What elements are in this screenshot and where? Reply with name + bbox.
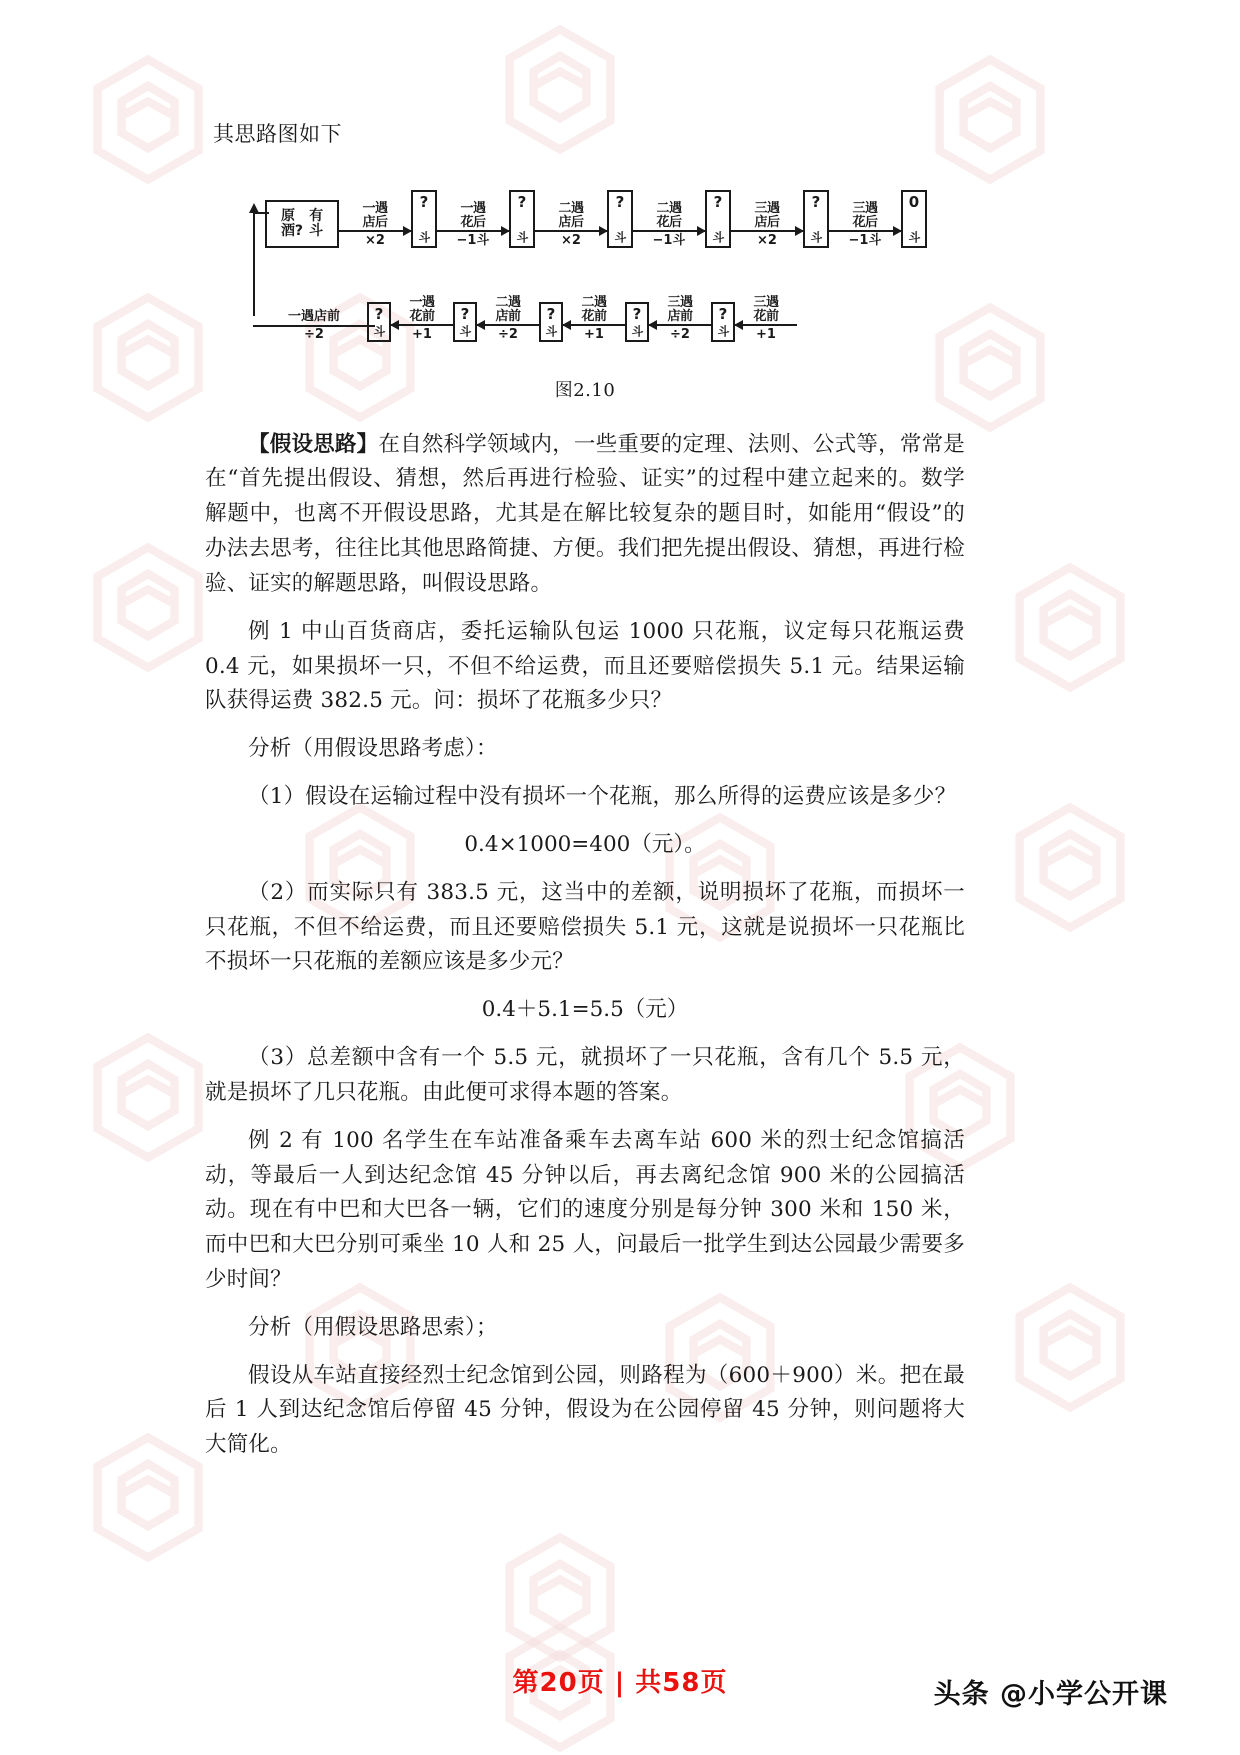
- arrow-label-line2: 花前: [409, 308, 435, 324]
- arrow-label-op: ÷2: [670, 326, 690, 342]
- start-node-line2-left: 酒?: [280, 222, 304, 239]
- arrow-label-op: ×2: [757, 232, 777, 248]
- figure-caption: 图2.10: [554, 379, 616, 401]
- zero-label: 0: [908, 192, 920, 211]
- idea-body: 在自然科学领域内，一些重要的定理、法则、公式等，常常是在“首先提出假设、猜想，然后再进行检验、证实”的过程中建立起来的。数学解题中，也离不开假设思路，尤其是在解比较复杂的题目时，如能用“假设”的办法去思考，往往比其他思路简捷、方便。我们把先提出假设、猜想，再进行检验、证实的解题思路，叫假设思路。: [205, 431, 966, 596]
- lead-line: 其思路图如下: [213, 122, 342, 146]
- unit-label: 斗: [630, 324, 644, 337]
- arrow-label-line1: 一遇: [362, 201, 388, 217]
- question-mark-label: ?: [419, 192, 429, 211]
- start-node-line1-right: 有: [309, 207, 324, 224]
- arrow-label-line1: 二遇: [495, 295, 521, 311]
- arrow-label-op: ×2: [561, 232, 581, 248]
- flow-arrow-top-6: [829, 186, 901, 248]
- arrow-label-op: ×2: [365, 232, 385, 248]
- unit-label: 斗: [417, 230, 431, 243]
- equation-1: 0.4×1000=400（元）。: [464, 831, 706, 857]
- arrow-label-line2: 店前: [495, 308, 521, 324]
- unit-label: 斗: [515, 230, 529, 243]
- arrow-label-line1: 一遇: [409, 295, 435, 311]
- question-mark-label: ?: [374, 304, 384, 323]
- flow-arrow-top-5: [731, 186, 803, 248]
- arrow-label-op: −1斗: [652, 232, 686, 248]
- flow-node-unknown: [453, 302, 477, 342]
- arrow-label-line2: 花后: [656, 214, 682, 230]
- unit-label: 斗: [716, 324, 730, 337]
- arrow-label-line2: 花后: [460, 214, 486, 230]
- arrow-label-line2: 花前: [753, 308, 779, 324]
- flow-node-unknown: [509, 190, 535, 248]
- unit-label: 斗: [809, 230, 823, 243]
- figure-2-10: [205, 168, 965, 418]
- equation-2: 0.4＋5.1=5.5（元）: [481, 997, 689, 1023]
- page-content: [205, 118, 965, 1476]
- flow-node-start: [265, 200, 339, 248]
- page-number-label: 第20页 | 共58页: [512, 1668, 728, 1698]
- flow-arrow-top-1: [339, 186, 411, 248]
- flow-node-unknown: [803, 190, 829, 248]
- unit-label: 斗: [458, 324, 472, 337]
- question-mark-label: ?: [517, 192, 527, 211]
- question-mark-label: ?: [615, 192, 625, 211]
- unit-label: 斗: [372, 324, 386, 337]
- flow-node-unknown: [539, 302, 563, 342]
- question-mark-label: ?: [713, 192, 723, 211]
- flow-node-unknown: [607, 190, 633, 248]
- flow-arrow-bottom-4: [649, 280, 711, 342]
- paragraph-idea: [205, 428, 965, 602]
- arrow-label-op: +1: [756, 326, 776, 342]
- arrow-label-line2: 店后: [362, 214, 388, 230]
- flow-node-unknown: [625, 302, 649, 342]
- arrow-label-line1: 三遇: [667, 295, 693, 311]
- flow-bottom-chain: [367, 280, 797, 342]
- flow-node-unknown: [705, 190, 731, 248]
- unit-label: 斗: [907, 230, 921, 243]
- start-node-line2-right: 斗: [309, 222, 324, 239]
- arrow-label-line1: 三遇: [753, 295, 779, 311]
- return-arrow-label: 一遇店前: [287, 309, 340, 325]
- paragraph-example-2: 例 2 有 100 名学生在车站准备乘车去离车站 600 米的烈士纪念馆搞活动，等最后一人到达纪念馆 45 分钟以后，再去离纪念馆 900 米的公园搞活动。现在有中巴和大巴各一辆，它们的速度分别是每分钟 300 米和 150 米，而中巴和大巴分别可乘坐 10 人和 25 人，问最后一批学生到达公园最少需要多少时间？: [205, 1127, 965, 1292]
- arrow-label-op: −1斗: [848, 232, 882, 248]
- paragraph-example-1: 例 1 中山百货商店，委托运输队包运 1000 只花瓶，议定每只花瓶运费 0.4 元，如果损坏一只，不但不给运费，而且还要赔偿损失 5.1 元。结果运输队获得运费 382.5 元。问：损坏了花瓶多少只？: [205, 618, 965, 714]
- paragraph-solution-2: 假设从车站直接经烈士纪念馆到公园，则路程为（600＋900）米。把在最后 1 人到达纪念馆后停留 45 分钟，假设为在公园停留 45 分钟，则问题将大大简化。: [205, 1362, 965, 1458]
- question-mark-label: ?: [546, 304, 556, 323]
- flow-arrow-bottom-1: [391, 280, 453, 342]
- unit-label: 斗: [711, 230, 725, 243]
- flow-node-unknown: [711, 302, 735, 342]
- arrow-label-line2: 店后: [558, 214, 584, 230]
- unit-label: 斗: [544, 324, 558, 337]
- arrow-label-op: −1斗: [456, 232, 490, 248]
- idea-heading: 【假设思路】: [248, 431, 379, 457]
- flow-arrow-bottom-3: [563, 280, 625, 342]
- paragraph-analysis-1: 分析（用假设思路考虑）：: [248, 736, 498, 762]
- arrow-label-line1: 三遇: [754, 201, 780, 217]
- arrow-label-line1: 三遇: [852, 201, 878, 217]
- flow-node-unknown: [367, 302, 391, 342]
- arrow-label-op: +1: [412, 326, 432, 342]
- question-mark-label: ?: [811, 192, 821, 211]
- start-node-line1-left: 原: [280, 207, 295, 224]
- footer-brand-label: 头条 @小学公开课: [933, 1679, 1168, 1710]
- question-mark-label: ?: [460, 304, 470, 323]
- arrow-label-line1: 二遇: [656, 201, 682, 217]
- return-arrow-op: ÷2: [304, 326, 324, 342]
- flow-arrow-top-3: [535, 186, 607, 248]
- flow-arrow-bottom-2: [477, 280, 539, 342]
- flowchart: [253, 168, 953, 373]
- arrow-label-line1: 二遇: [581, 295, 607, 311]
- arrow-label-line2: 花前: [581, 308, 607, 324]
- flow-top-chain: [265, 186, 927, 248]
- paragraph-step-3: （3）总差额中含有一个 5.5 元，就损坏了一只花瓶，含有几个 5.5 元，就是损坏了几只花瓶。由此便可求得本题的答案。: [205, 1045, 965, 1105]
- paragraph-analysis-2: 分析（用假设思路思索）；: [248, 1314, 498, 1340]
- unit-label: 斗: [613, 230, 627, 243]
- flow-arrow-bottom-5: [735, 280, 797, 342]
- question-mark-label: ?: [632, 304, 642, 323]
- arrow-label-line2: 花后: [852, 214, 878, 230]
- arrow-label-op: +1: [584, 326, 604, 342]
- arrow-label-line1: 一遇: [460, 201, 486, 217]
- question-mark-label: ?: [718, 304, 728, 323]
- paragraph-step-2: （2）而实际只有 383.5 元，这当中的差额，说明损坏了花瓶，而损坏一只花瓶，不但不给运费，而且还要赔偿损失 5.1 元，这就是说损坏一只花瓶比不损坏一只花瓶的差额应该是多少元？: [205, 879, 965, 975]
- paragraph-step-1: （1）假设在运输过程中没有损坏一个花瓶，那么所得的运费应该是多少？: [248, 784, 957, 810]
- flow-node-zero: [901, 190, 927, 248]
- arrow-label-op: ÷2: [498, 326, 518, 342]
- flow-arrow-top-4: [633, 186, 705, 248]
- arrow-label-line2: 店后: [754, 214, 780, 230]
- flow-node-unknown: [411, 190, 437, 248]
- arrow-label-line1: 二遇: [558, 201, 584, 217]
- flow-arrow-return: [253, 280, 375, 342]
- flow-arrow-top-2: [437, 186, 509, 248]
- arrow-label-line2: 店前: [667, 308, 693, 324]
